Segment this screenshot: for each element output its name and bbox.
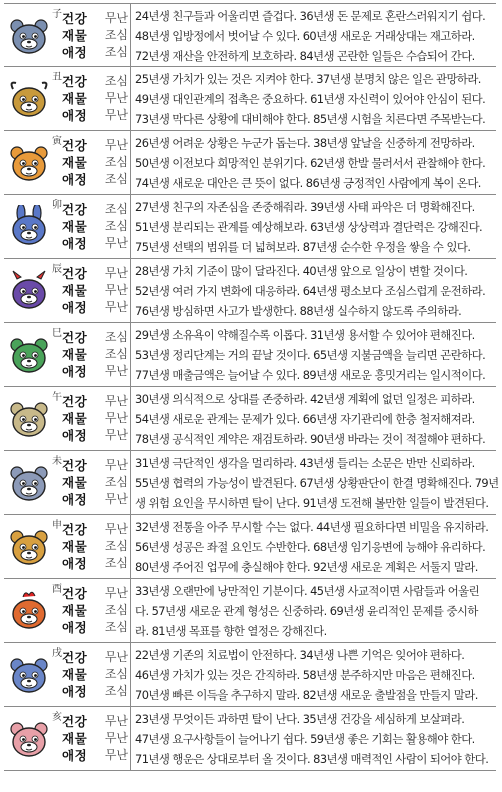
- fortune-line: 31년생 극단적인 생각을 멀리하라. 43년생 들리는 소문은 반만 신뢰하라.: [135, 456, 475, 470]
- horse-icon: [7, 397, 51, 441]
- rating-label: 재물: [62, 475, 88, 490]
- fortune-line: 77년생 매출금액은 늘어날 수 있다. 89년생 새로운 흥밋거리는 일시적이다.: [135, 368, 486, 382]
- rooster-icon: [7, 589, 51, 633]
- rating-label: 애정: [62, 236, 88, 251]
- rating-item: [62, 235, 128, 252]
- zodiac-row: [4, 579, 496, 643]
- rating-item: [62, 491, 128, 508]
- rating-label: 건강: [62, 458, 88, 473]
- rating-value: 무난: [104, 11, 128, 25]
- rating-item: [62, 474, 128, 491]
- rating-value: 조심: [104, 155, 128, 169]
- zodiac-row: [4, 451, 499, 515]
- rating-item: [62, 666, 128, 683]
- rating-item: [62, 137, 128, 154]
- rating-label: 건강: [62, 74, 88, 89]
- rating-label: 건강: [62, 330, 88, 345]
- fortune-text: [131, 387, 496, 450]
- zodiac-character: 申: [52, 520, 62, 531]
- fortune-line: 30년생 의식적으로 상대를 존중하라. 42년생 계획에 없던 일정은 피하라.: [135, 392, 475, 406]
- rating-label: 재물: [62, 603, 88, 618]
- rating-value: 무난: [104, 300, 128, 314]
- zodiac-character: 辰: [52, 264, 62, 275]
- rating-item: [62, 649, 128, 666]
- zodiac-character: 未: [52, 456, 62, 467]
- zodiac-row: [4, 3, 496, 67]
- fortune-line: 33년생 오랜만에 낭만적인 기분이다. 45년생 사교적이면 사람들과 어울린: [135, 584, 480, 598]
- ox-icon: [7, 77, 51, 121]
- fortune-ratings: [62, 457, 128, 508]
- fortune-line: 52년생 여러 가지 변화에 대응하라. 64년생 평소보다 조심스럽게 운전하라.: [135, 284, 486, 298]
- rating-label: 애정: [62, 748, 88, 763]
- fortune-line: 22년생 기존의 치료법이 안전하다. 34년생 나쁜 기억은 잊어야 편하다.: [135, 648, 465, 662]
- rating-item: [62, 107, 128, 124]
- rating-item: [62, 683, 128, 700]
- fortune-text: [131, 195, 496, 258]
- rating-value: 무난: [104, 138, 128, 152]
- rating-label: 애정: [62, 108, 88, 123]
- rating-label: 재물: [62, 28, 88, 43]
- fortune-line: 46년생 가치가 있는 것은 간직하라. 58년생 분주하지만 마음은 편해진다.: [135, 668, 475, 682]
- fortune-line: 29년생 소유욕이 약해질수록 이롭다. 31년생 용서할 수 있어야 편해진다.: [135, 328, 475, 342]
- zodiac-row: [4, 387, 496, 451]
- rating-label: 애정: [62, 620, 88, 635]
- zodiac-character: 酉: [52, 584, 62, 595]
- rating-label: 건강: [62, 202, 88, 217]
- rating-label: 애정: [62, 364, 88, 379]
- fortune-line: 54년생 새로운 관계는 문제가 있다. 66년생 자기관리에 한층 철저해져라.: [135, 412, 475, 426]
- fortune-line: 26년생 어려운 상황은 누군가 돕는다. 38년생 앞날을 신중하게 전망하라.: [135, 136, 475, 150]
- fortune-line: 73년생 막다른 상황에 대비해야 한다. 85년생 시험을 치른다면 주목받는다.: [135, 112, 486, 126]
- fortune-text: [131, 259, 496, 322]
- rating-value: 무난: [104, 91, 128, 105]
- fortune-text: [131, 451, 502, 514]
- zodiac-summary: [4, 195, 131, 258]
- fortune-line: 70년생 빠른 이득을 추구하지 말라. 82년생 새로운 출발점을 만들지 말라.: [135, 688, 478, 702]
- rating-item: [62, 457, 128, 474]
- rating-item: [62, 363, 128, 380]
- zodiac-character: 寅: [52, 136, 62, 147]
- rating-item: [62, 585, 128, 602]
- rating-value: 무난: [104, 266, 128, 280]
- zodiac-summary: [4, 387, 131, 450]
- zodiac-summary: [4, 579, 131, 642]
- rating-value: 무난: [104, 108, 128, 122]
- zodiac-character: 戌: [52, 648, 62, 659]
- fortune-text: [131, 579, 496, 642]
- zodiac-character: 丑: [52, 72, 62, 83]
- fortune-ratings: [62, 713, 128, 764]
- rating-value: 조심: [104, 45, 128, 59]
- fortune-line: 50년생 이전보다 희망적인 분위기다. 62년생 한발 물러서서 관찰해야 한다.: [135, 156, 486, 170]
- fortune-line: 생 위험 요인을 무시하면 탈이 난다. 91년생 도전해 볼만한 일들이 발견된다.: [135, 496, 489, 510]
- zodiac-row: [4, 643, 496, 707]
- fortune-line: 72년생 재산을 안전하게 보호하라. 84년생 곤란한 일들은 수습되어 간다.: [135, 49, 475, 63]
- rating-value: 무난: [104, 236, 128, 250]
- rating-value: 조심: [104, 475, 128, 489]
- fortune-ratings: [62, 649, 128, 700]
- rating-item: [62, 154, 128, 171]
- fortune-ratings: [62, 10, 128, 61]
- fortune-line: 71년생 행운은 상대로부터 올 것이다. 83년생 매력적인 사람이 되어야 한다.: [135, 752, 489, 766]
- rating-item: [62, 73, 128, 90]
- rating-value: 조심: [104, 347, 128, 361]
- fortune-ratings: [62, 265, 128, 316]
- rating-item: [62, 521, 128, 538]
- fortune-line: 78년생 공식적인 계약은 재검토하라. 90년생 바라는 것이 적절해야 편하다.: [135, 432, 486, 446]
- rating-item: [62, 10, 128, 27]
- rating-value: 조심: [104, 620, 128, 634]
- fortune-text: [131, 67, 496, 130]
- zodiac-row: [4, 131, 496, 195]
- fortune-ratings: [62, 329, 128, 380]
- fortune-line: 53년생 정리단계는 거의 끝날 것이다. 65년생 지불금액을 늘리면 곤란하다.: [135, 348, 486, 362]
- rating-label: 재물: [62, 283, 88, 298]
- rating-label: 건강: [62, 394, 88, 409]
- rating-value: 조심: [104, 330, 128, 344]
- fortune-line: 25년생 가치가 있는 것은 지켜야 한다. 37년생 분명치 않은 일은 관망하라.: [135, 72, 481, 86]
- dragon-icon: [7, 269, 51, 313]
- zodiac-summary: [4, 67, 131, 130]
- fortune-line: 28년생 가치 기준이 많이 달라진다. 40년생 앞으로 일상이 변할 것이다.: [135, 264, 468, 278]
- fortune-text: [131, 643, 496, 706]
- fortune-text: [131, 515, 496, 578]
- rating-value: 무난: [104, 458, 128, 472]
- zodiac-row: [4, 323, 496, 387]
- rating-item: [62, 393, 128, 410]
- fortune-line: 75년생 선택의 범위를 더 넓혀보라. 87년생 순수한 우정을 쌓을 수 있다.: [135, 240, 471, 254]
- rating-label: 애정: [62, 684, 88, 699]
- rating-item: [62, 713, 128, 730]
- fortune-line: 다. 57년생 새로운 관계 형성은 신중하라. 69년생 윤리적인 문제를 중시하: [135, 604, 478, 618]
- zodiac-row: [4, 707, 496, 771]
- dog-icon: [7, 653, 51, 697]
- fortune-ratings: [62, 585, 128, 636]
- rating-label: 재물: [62, 219, 88, 234]
- rating-value: 무난: [104, 492, 128, 506]
- rating-item: [62, 619, 128, 636]
- rating-item: [62, 602, 128, 619]
- rating-label: 애정: [62, 428, 88, 443]
- snake-icon: [7, 333, 51, 377]
- fortune-ratings: [62, 201, 128, 252]
- rat-icon: [7, 14, 51, 58]
- zodiac-summary: [4, 131, 131, 194]
- rating-label: 재물: [62, 91, 88, 106]
- fortune-line: 49년생 대인관계의 접촉은 중요하다. 61년생 자신력이 있어야 안심이 된다.: [135, 92, 486, 106]
- zodiac-row: [4, 515, 496, 579]
- rating-value: 조심: [104, 667, 128, 681]
- rating-value: 조심: [104, 74, 128, 88]
- rating-value: 무난: [104, 394, 128, 408]
- rating-label: 재물: [62, 411, 88, 426]
- zodiac-character: 亥: [52, 712, 62, 723]
- rating-value: 무난: [104, 650, 128, 664]
- rating-item: [62, 538, 128, 555]
- zodiac-character: 子: [52, 9, 62, 20]
- monkey-icon: [7, 525, 51, 569]
- fortune-line: 51년생 분리되는 관계를 예상해보라. 63년생 상상력과 결단력은 강해진다.: [135, 220, 483, 234]
- rating-value: 무난: [104, 731, 128, 745]
- zodiac-summary: [4, 323, 131, 386]
- fortune-ratings: [62, 521, 128, 572]
- fortune-ratings: [62, 73, 128, 124]
- zodiac-character: 卯: [52, 200, 62, 211]
- rating-label: 건강: [62, 586, 88, 601]
- rating-label: 건강: [62, 714, 88, 729]
- rating-item: [62, 555, 128, 572]
- rating-item: [62, 90, 128, 107]
- rating-item: [62, 44, 128, 61]
- rating-label: 건강: [62, 650, 88, 665]
- fortune-line: 27년생 친구의 자존심을 존중해줘라. 39년생 사태 파악은 더 명확해진다.: [135, 200, 475, 214]
- fortune-ratings: [62, 393, 128, 444]
- fortune-line: 48년생 입방정에서 벗어날 수 있다. 60년생 새로운 거래상대는 재고하라.: [135, 29, 475, 43]
- zodiac-character: 午: [52, 392, 62, 403]
- rating-item: [62, 410, 128, 427]
- rating-item: [62, 171, 128, 188]
- rating-label: 애정: [62, 300, 88, 315]
- fortune-line: 76년생 방심하면 사고가 발생한다. 88년생 실수하지 않도록 주의하라.: [135, 304, 462, 318]
- fortune-line: 80년생 주어진 업무에 충실해야 한다. 92년생 새로운 계획은 서둘지 말라.: [135, 560, 478, 574]
- rating-item: [62, 329, 128, 346]
- zodiac-summary: [4, 259, 131, 322]
- rabbit-icon: [7, 205, 51, 249]
- fortune-text: [131, 323, 496, 386]
- zodiac-row: [4, 259, 496, 323]
- rating-label: 애정: [62, 45, 88, 60]
- rating-item: [62, 747, 128, 764]
- fortune-text: [131, 707, 496, 770]
- rating-item: [62, 282, 128, 299]
- rating-value: 조심: [104, 202, 128, 216]
- rating-value: 조심: [104, 28, 128, 42]
- rating-label: 재물: [62, 731, 88, 746]
- rating-value: 조심: [104, 539, 128, 553]
- rating-value: 조심: [104, 219, 128, 233]
- rating-value: 조심: [104, 684, 128, 698]
- rating-label: 재물: [62, 539, 88, 554]
- fortune-line: 47년생 요구사항들이 늘어나기 쉽다. 59년생 좋은 기회는 활용해야 한다.: [135, 732, 475, 746]
- rating-value: 조심: [104, 172, 128, 186]
- zodiac-summary: [4, 707, 131, 770]
- rating-label: 재물: [62, 667, 88, 682]
- zodiac-summary: [4, 515, 131, 578]
- rating-value: 무난: [104, 586, 128, 600]
- pig-icon: [7, 717, 51, 761]
- rating-value: 무난: [104, 522, 128, 536]
- rating-item: [62, 265, 128, 282]
- rating-label: 애정: [62, 492, 88, 507]
- rating-label: 건강: [62, 138, 88, 153]
- tiger-icon: [7, 141, 51, 185]
- fortune-text: [131, 4, 496, 66]
- zodiac-row: [4, 67, 496, 131]
- fortune-ratings: [62, 137, 128, 188]
- rating-label: 재물: [62, 155, 88, 170]
- fortune-line: 32년생 전통을 아주 무시할 수는 없다. 44년생 필요하다면 비밀을 유지하라.: [135, 520, 489, 534]
- fortune-line: 55년생 협력의 가능성이 발견된다. 67년생 상황판단이 한결 명확해진다. 79년: [135, 476, 499, 490]
- rating-label: 건강: [62, 11, 88, 26]
- rating-value: 무난: [104, 364, 128, 378]
- rating-label: 애정: [62, 556, 88, 571]
- fortune-line: 74년생 새로운 대안은 큰 뜻이 없다. 86년생 긍정적인 사람에게 복이 온다.: [135, 176, 481, 190]
- rating-value: 무난: [104, 428, 128, 442]
- rating-item: [62, 201, 128, 218]
- rating-value: 무난: [104, 748, 128, 762]
- fortune-line: 23년생 무엇이든 과하면 탈이 난다. 35년생 건강을 세심하게 보살펴라.: [135, 712, 465, 726]
- zodiac-summary: [4, 643, 131, 706]
- rating-label: 애정: [62, 172, 88, 187]
- rating-label: 건강: [62, 266, 88, 281]
- rating-value: 무난: [104, 283, 128, 297]
- zodiac-row: [4, 195, 496, 259]
- zodiac-character: 巳: [52, 328, 62, 339]
- zodiac-summary: [4, 451, 131, 514]
- fortune-line: 56년생 성공은 좌절 요인도 수반한다. 68년생 임기응변에 능해야 유리하다.: [135, 540, 486, 554]
- fortune-text: [131, 131, 496, 194]
- rating-value: 조심: [104, 603, 128, 617]
- rating-item: [62, 218, 128, 235]
- fortune-line: 24년생 친구들과 어울리면 즐겁다. 36년생 돈 문제로 혼란스러워지기 쉽다.: [135, 9, 486, 23]
- sheep-icon: [7, 461, 51, 505]
- rating-item: [62, 299, 128, 316]
- rating-item: [62, 730, 128, 747]
- zodiac-summary: [4, 4, 131, 66]
- rating-item: [62, 346, 128, 363]
- rating-item: [62, 427, 128, 444]
- fortune-line: 라. 81년생 목표를 향한 열정은 강해진다.: [135, 624, 327, 638]
- rating-value: 조심: [104, 556, 128, 570]
- rating-value: 무난: [104, 411, 128, 425]
- rating-label: 재물: [62, 347, 88, 362]
- rating-item: [62, 27, 128, 44]
- rating-label: 건강: [62, 522, 88, 537]
- rating-value: 무난: [104, 714, 128, 728]
